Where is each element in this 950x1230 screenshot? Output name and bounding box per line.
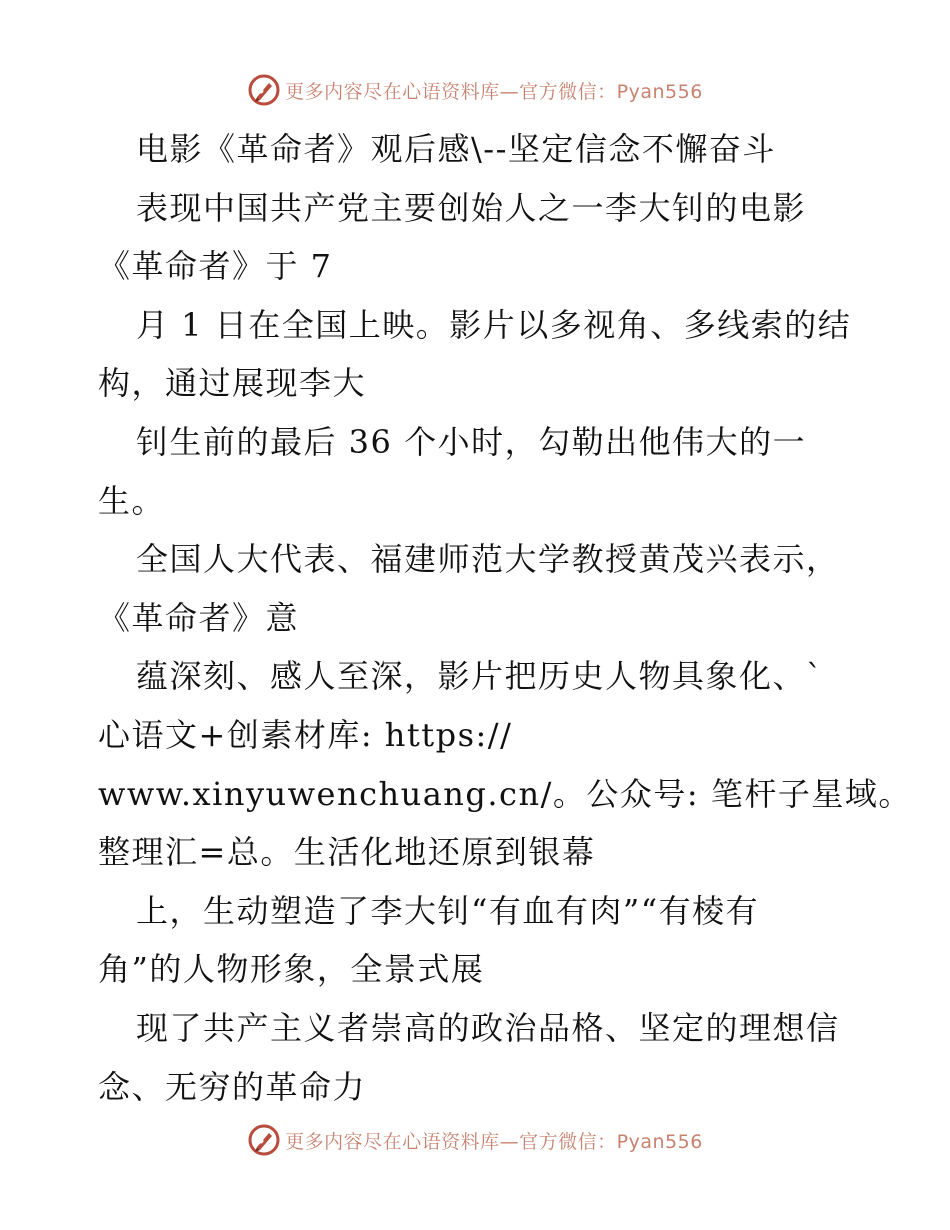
document-body — [98, 120, 912, 1116]
text-line: 念、无穷的革命力 — [98, 1067, 367, 1106]
text-line: 钊生前的最后 36 个小时，勾勒出他伟大的一 — [136, 422, 807, 461]
text-line: 整理汇=总。生活化地还原到银幕 — [98, 833, 596, 872]
text-line: 电影《革命者》观后感\--坚定信念不懈奋斗 — [136, 130, 776, 168]
text-line: 现了共产主义者崇高的政治品格、坚定的理想信 — [136, 1008, 840, 1047]
text-line: 构，通过展现李大 — [98, 364, 367, 403]
header-watermark — [0, 70, 950, 110]
text-line: www.xinyuwenchuang.cn/。公众号: 笔杆子星域。 — [98, 774, 912, 813]
text-line: 生。 — [98, 481, 166, 520]
text-line: 全国人大代表、福建师范大学教授黄茂兴表示， — [136, 540, 840, 579]
footer-watermark — [0, 1120, 950, 1160]
pen-logo-icon — [247, 73, 281, 107]
text-line: 《革命者》意 — [98, 598, 300, 637]
text-line: 月 1 日在全国上映。影片以多视角、多线索的结 — [136, 305, 852, 344]
text-line: 角”的人物形象，全景式展 — [98, 950, 485, 989]
text-line: 上，生动塑造了李大钊“有血有肉”“有棱有 — [136, 891, 760, 930]
watermark-text: 更多内容尽在心语资料库—官方微信：Pyan556 — [285, 1130, 703, 1153]
text-line: 表现中国共产党主要创始人之一李大钊的电影 — [136, 188, 807, 227]
text-line: 《革命者》于 7 — [98, 247, 333, 286]
pen-logo-icon — [247, 1123, 281, 1157]
text-line: 蕴深刻、感人至深，影片把历史人物具象化、` — [136, 657, 824, 696]
watermark-text: 更多内容尽在心语资料库—官方微信：Pyan556 — [285, 80, 703, 103]
text-line: 心语文+创素材库: https:// — [98, 715, 513, 754]
